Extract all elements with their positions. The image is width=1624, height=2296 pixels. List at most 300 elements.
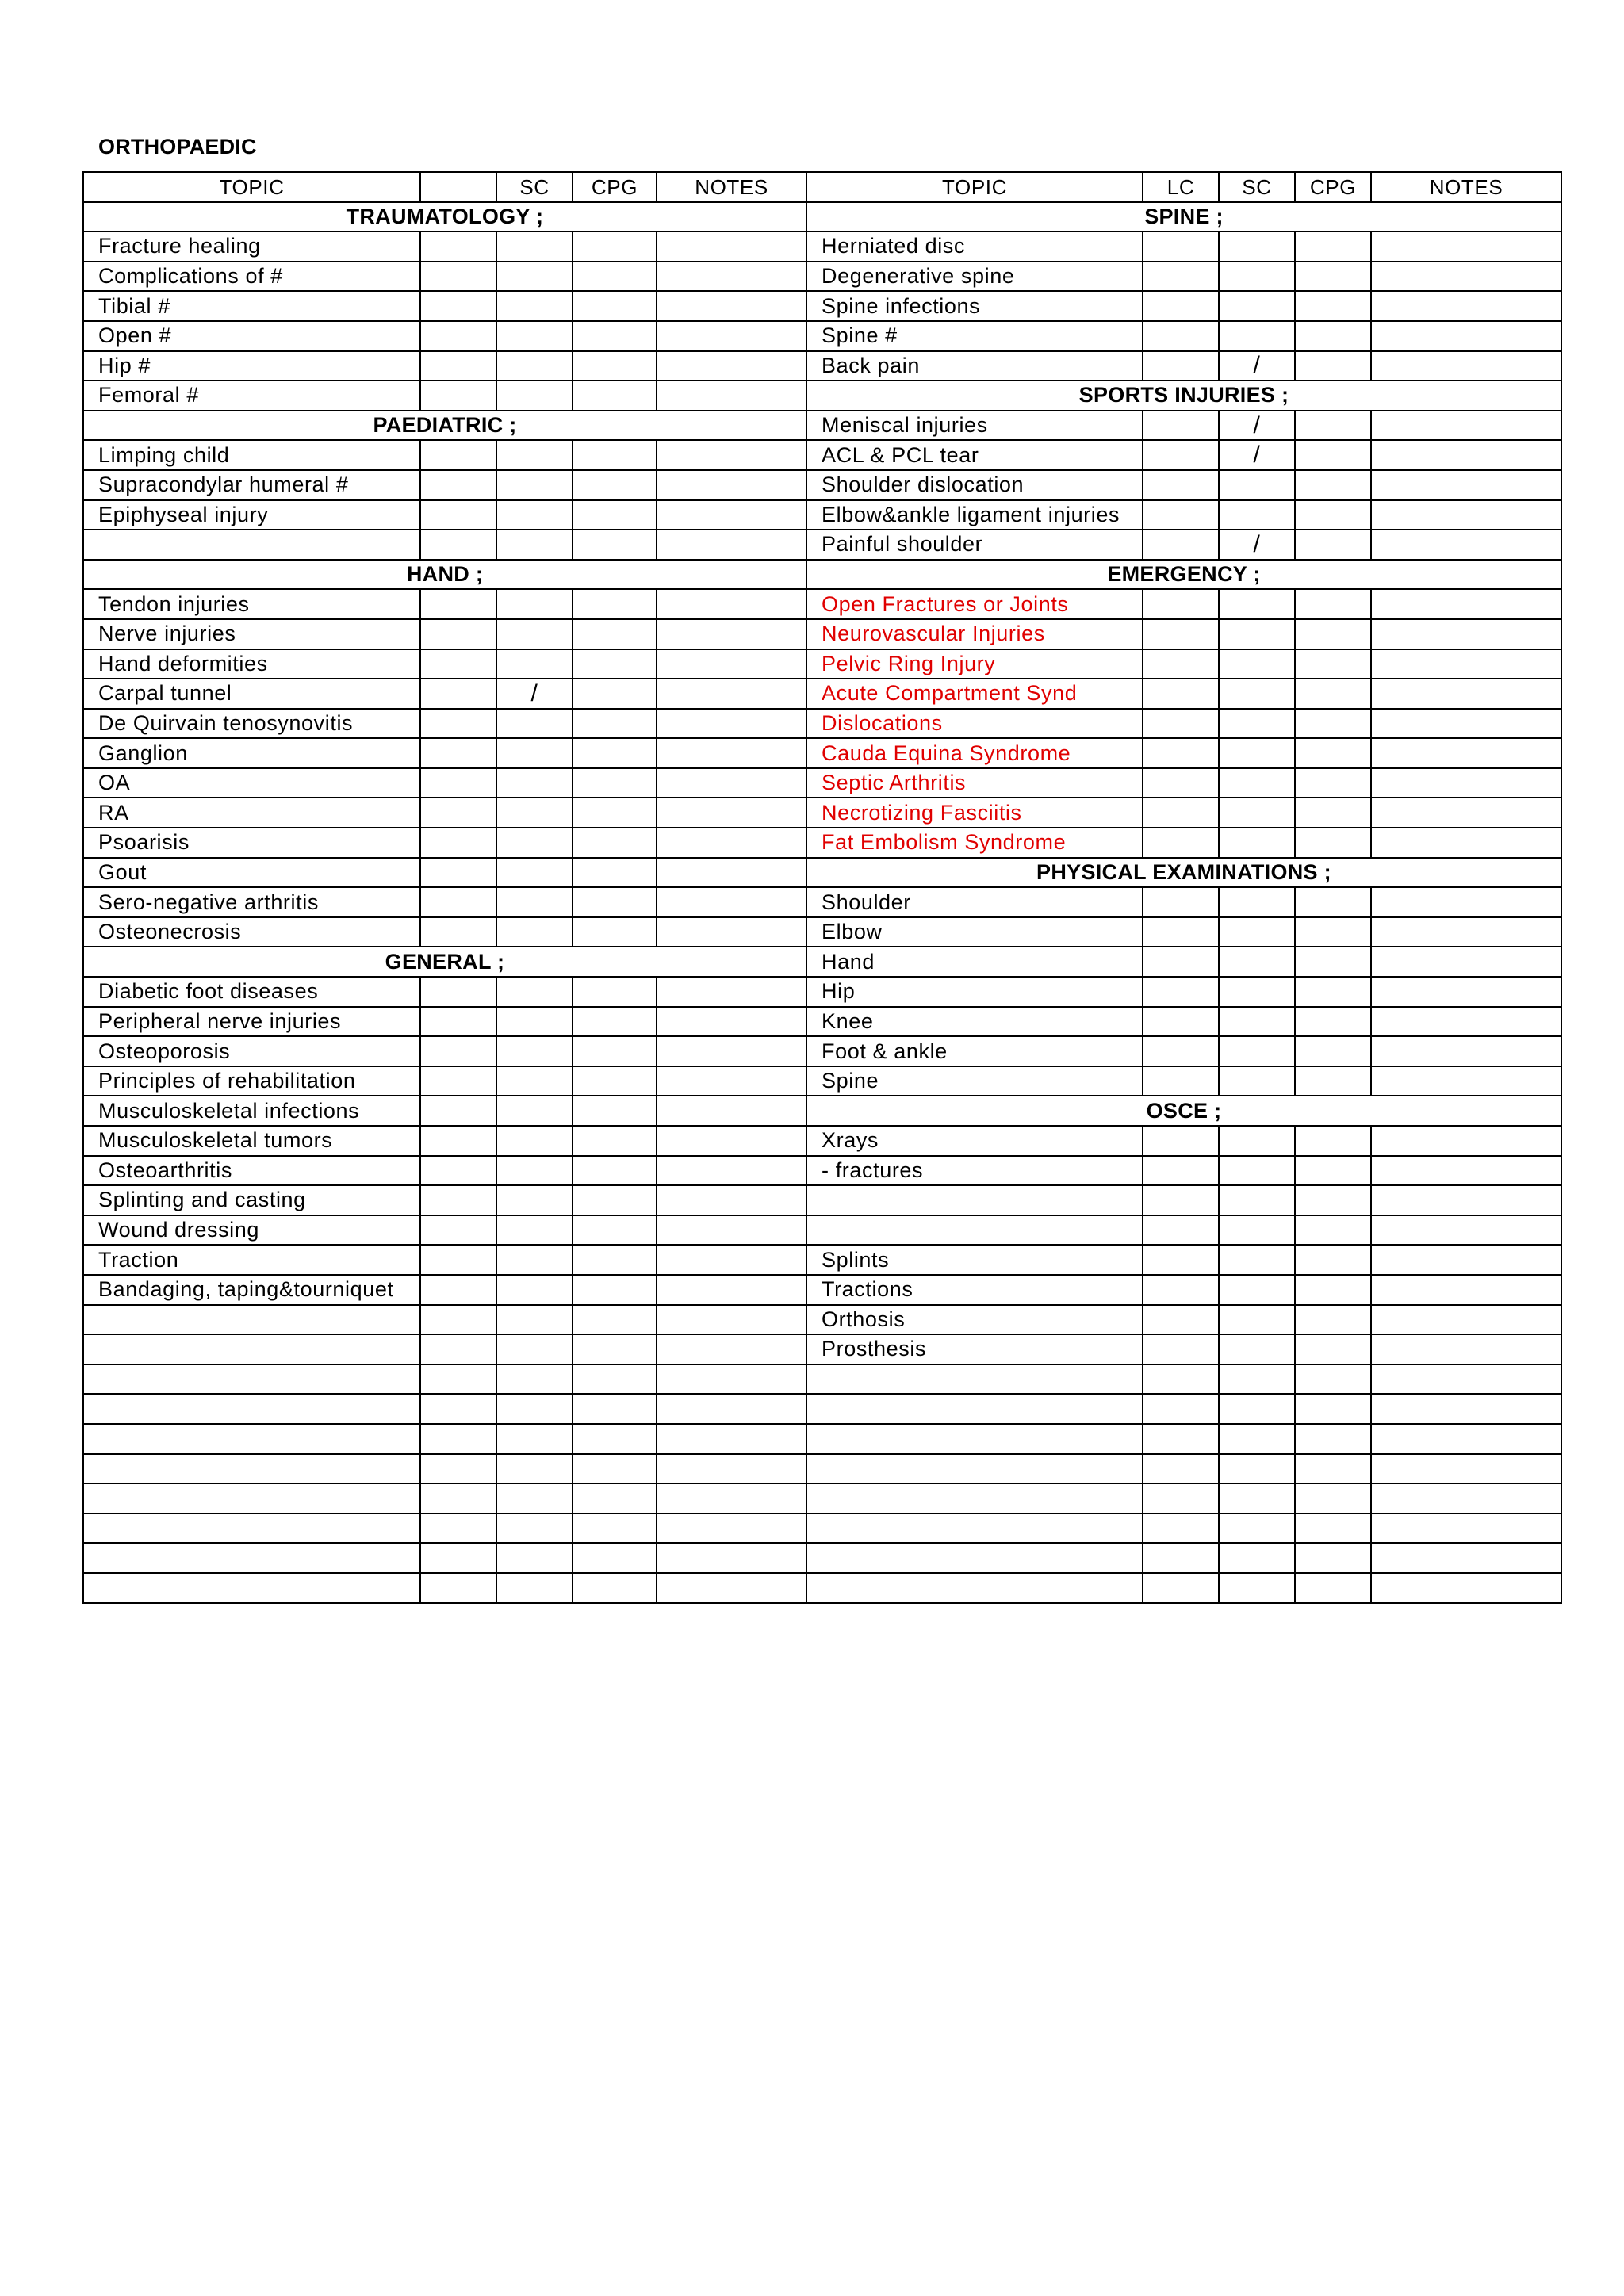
right-notes-cell xyxy=(1371,291,1561,321)
right-topic-cell: Prosthesis xyxy=(806,1334,1143,1364)
left-topic-cell: Nerve injuries xyxy=(83,619,420,649)
right-notes-cell xyxy=(1371,440,1561,470)
right-cpg-cell xyxy=(1295,887,1371,917)
right-notes-cell xyxy=(1371,1156,1561,1186)
right-lc-cell xyxy=(1143,1066,1219,1096)
right-notes-cell xyxy=(1371,947,1561,977)
left-sc-cell xyxy=(496,798,573,828)
left-blank-cell xyxy=(420,500,496,530)
left-blank-cell xyxy=(420,709,496,739)
left-notes-cell xyxy=(657,619,806,649)
left-sc-cell xyxy=(496,1036,573,1066)
left-topic-cell: Diabetic foot diseases xyxy=(83,977,420,1007)
left-notes-cell xyxy=(657,917,806,947)
right-cpg-cell xyxy=(1295,649,1371,679)
left-cpg-cell xyxy=(573,1543,657,1573)
right-notes-cell xyxy=(1371,1513,1561,1544)
right-cpg-cell xyxy=(1295,947,1371,977)
right-lc-cell xyxy=(1143,1394,1219,1424)
right-sc-cell xyxy=(1219,738,1295,768)
left-notes-cell xyxy=(657,351,806,381)
right-lc-cell xyxy=(1143,321,1219,351)
right-sc-cell xyxy=(1219,1364,1295,1395)
right-lc-cell xyxy=(1143,619,1219,649)
table-row xyxy=(83,768,1561,798)
table-row xyxy=(83,619,1561,649)
right-topic-cell: ACL & PCL tear xyxy=(806,440,1143,470)
table-row xyxy=(83,560,1561,590)
left-notes-cell xyxy=(657,1364,806,1395)
left-sc-cell xyxy=(496,1126,573,1156)
left-cpg-cell xyxy=(573,1066,657,1096)
left-sc-cell xyxy=(496,1364,573,1395)
left-notes-cell xyxy=(657,828,806,858)
left-cpg-cell xyxy=(573,1454,657,1484)
left-sc-cell xyxy=(496,917,573,947)
left-blank-cell xyxy=(420,649,496,679)
left-cpg-cell xyxy=(573,828,657,858)
left-sc-cell xyxy=(496,440,573,470)
right-lc-cell xyxy=(1143,589,1219,619)
table-row xyxy=(83,1573,1561,1603)
left-cpg-cell xyxy=(573,262,657,292)
table-row xyxy=(83,411,1561,441)
right-header-topic: TOPIC xyxy=(806,172,1143,202)
left-notes-cell xyxy=(657,1334,806,1364)
left-cpg-cell xyxy=(573,798,657,828)
left-cpg-cell xyxy=(573,351,657,381)
left-cpg-cell xyxy=(573,917,657,947)
left-notes-cell xyxy=(657,1454,806,1484)
right-topic-cell: Tractions xyxy=(806,1275,1143,1305)
left-notes-cell xyxy=(657,500,806,530)
right-notes-cell xyxy=(1371,1275,1561,1305)
right-cpg-cell xyxy=(1295,589,1371,619)
right-sc-cell xyxy=(1219,1573,1295,1603)
left-cpg-cell xyxy=(573,1513,657,1544)
right-topic-cell: Splints xyxy=(806,1245,1143,1275)
right-sc-cell: / xyxy=(1219,530,1295,560)
right-section-heading: EMERGENCY ; xyxy=(806,560,1561,590)
right-notes-cell xyxy=(1371,589,1561,619)
right-sc-cell xyxy=(1219,1454,1295,1484)
left-topic-cell: Carpal tunnel xyxy=(83,679,420,709)
left-blank-cell xyxy=(420,1424,496,1454)
left-sc-cell xyxy=(496,1245,573,1275)
left-notes-cell xyxy=(657,1185,806,1215)
left-notes-cell xyxy=(657,1275,806,1305)
left-sc-cell xyxy=(496,619,573,649)
right-sc-cell xyxy=(1219,1513,1295,1544)
left-notes-cell xyxy=(657,291,806,321)
right-cpg-cell xyxy=(1295,1126,1371,1156)
left-notes-cell xyxy=(657,1245,806,1275)
left-blank-cell xyxy=(420,917,496,947)
left-sc-cell xyxy=(496,768,573,798)
right-sc-cell xyxy=(1219,947,1295,977)
right-topic-cell: Dislocations xyxy=(806,709,1143,739)
right-lc-cell xyxy=(1143,709,1219,739)
right-lc-cell xyxy=(1143,1334,1219,1364)
right-sc-cell xyxy=(1219,768,1295,798)
left-blank-cell xyxy=(420,1364,496,1395)
table-row xyxy=(83,1126,1561,1156)
right-topic-cell: Neurovascular Injuries xyxy=(806,619,1143,649)
left-cpg-cell xyxy=(573,1305,657,1335)
left-header-blank xyxy=(420,172,496,202)
right-cpg-cell xyxy=(1295,1245,1371,1275)
right-cpg-cell xyxy=(1295,679,1371,709)
table-row xyxy=(83,1513,1561,1544)
left-cpg-cell xyxy=(573,738,657,768)
topic-checklist-table xyxy=(82,171,1562,1604)
left-topic-cell: Epiphyseal injury xyxy=(83,500,420,530)
right-cpg-cell xyxy=(1295,1275,1371,1305)
right-notes-cell xyxy=(1371,1305,1561,1335)
left-blank-cell xyxy=(420,440,496,470)
left-topic-cell xyxy=(83,1543,420,1573)
right-topic-cell: Fat Embolism Syndrome xyxy=(806,828,1143,858)
left-cpg-cell xyxy=(573,1245,657,1275)
right-sc-cell xyxy=(1219,1305,1295,1335)
left-notes-cell xyxy=(657,1215,806,1246)
right-notes-cell xyxy=(1371,1215,1561,1246)
right-cpg-cell xyxy=(1295,500,1371,530)
table-row xyxy=(83,500,1561,530)
left-sc-cell xyxy=(496,738,573,768)
right-notes-cell xyxy=(1371,679,1561,709)
left-topic-cell: Wound dressing xyxy=(83,1215,420,1246)
right-lc-cell xyxy=(1143,1245,1219,1275)
right-topic-cell: Spine infections xyxy=(806,291,1143,321)
left-sc-cell xyxy=(496,1096,573,1126)
right-notes-cell xyxy=(1371,351,1561,381)
left-blank-cell xyxy=(420,1573,496,1603)
right-lc-cell xyxy=(1143,738,1219,768)
left-topic-cell: Supracondylar humeral # xyxy=(83,470,420,500)
left-blank-cell xyxy=(420,1156,496,1186)
right-sc-cell: / xyxy=(1219,351,1295,381)
right-topic-cell: Painful shoulder xyxy=(806,530,1143,560)
right-lc-cell xyxy=(1143,679,1219,709)
right-lc-cell xyxy=(1143,440,1219,470)
right-topic-cell: Back pain xyxy=(806,351,1143,381)
right-notes-cell xyxy=(1371,1126,1561,1156)
left-cpg-cell xyxy=(573,1096,657,1126)
left-notes-cell xyxy=(657,1483,806,1513)
right-cpg-cell xyxy=(1295,1156,1371,1186)
header-row xyxy=(83,172,1561,202)
left-blank-cell xyxy=(420,589,496,619)
right-topic-cell xyxy=(806,1513,1143,1544)
right-sc-cell xyxy=(1219,1245,1295,1275)
right-header-lc: LC xyxy=(1143,172,1219,202)
right-sc-cell xyxy=(1219,1483,1295,1513)
right-notes-cell xyxy=(1371,887,1561,917)
right-sc-cell xyxy=(1219,887,1295,917)
left-notes-cell xyxy=(657,321,806,351)
table-row xyxy=(83,828,1561,858)
left-blank-cell xyxy=(420,1305,496,1335)
right-notes-cell xyxy=(1371,619,1561,649)
left-blank-cell xyxy=(420,1096,496,1126)
left-sc-cell xyxy=(496,1334,573,1364)
left-topic-cell: Osteoarthritis xyxy=(83,1156,420,1186)
left-notes-cell xyxy=(657,262,806,292)
table-row xyxy=(83,1185,1561,1215)
left-sc-cell xyxy=(496,1394,573,1424)
table-row xyxy=(83,202,1561,232)
table-row xyxy=(83,1305,1561,1335)
right-cpg-cell xyxy=(1295,1543,1371,1573)
right-notes-cell xyxy=(1371,411,1561,441)
right-notes-cell xyxy=(1371,1424,1561,1454)
left-topic-cell xyxy=(83,1305,420,1335)
right-section-heading: PHYSICAL EXAMINATIONS ; xyxy=(806,858,1561,888)
right-cpg-cell xyxy=(1295,1007,1371,1037)
left-notes-cell xyxy=(657,649,806,679)
table-row xyxy=(83,351,1561,381)
left-cpg-cell xyxy=(573,500,657,530)
left-notes-cell xyxy=(657,440,806,470)
right-topic-cell: Orthosis xyxy=(806,1305,1143,1335)
right-lc-cell xyxy=(1143,411,1219,441)
right-section-heading: OSCE ; xyxy=(806,1096,1561,1126)
left-topic-cell: Splinting and casting xyxy=(83,1185,420,1215)
left-notes-cell xyxy=(657,679,806,709)
left-notes-cell xyxy=(657,738,806,768)
left-blank-cell xyxy=(420,470,496,500)
left-cpg-cell xyxy=(573,768,657,798)
left-blank-cell xyxy=(420,738,496,768)
right-lc-cell xyxy=(1143,917,1219,947)
left-sc-cell xyxy=(496,470,573,500)
left-notes-cell xyxy=(657,530,806,560)
left-blank-cell xyxy=(420,351,496,381)
right-notes-cell xyxy=(1371,977,1561,1007)
left-sc-cell xyxy=(496,1275,573,1305)
right-topic-cell: Spine xyxy=(806,1066,1143,1096)
left-header-cpg: CPG xyxy=(573,172,657,202)
table-row xyxy=(83,649,1561,679)
right-sc-cell xyxy=(1219,589,1295,619)
left-topic-cell: Musculoskeletal infections xyxy=(83,1096,420,1126)
table-row xyxy=(83,1364,1561,1395)
left-section-heading: TRAUMATOLOGY ; xyxy=(83,202,806,232)
table-row xyxy=(83,947,1561,977)
right-notes-cell xyxy=(1371,768,1561,798)
left-notes-cell xyxy=(657,1543,806,1573)
right-cpg-cell xyxy=(1295,1305,1371,1335)
left-sc-cell xyxy=(496,1454,573,1484)
left-sc-cell xyxy=(496,589,573,619)
left-notes-cell xyxy=(657,1394,806,1424)
left-section-heading: PAEDIATRIC ; xyxy=(83,411,806,441)
left-cpg-cell xyxy=(573,470,657,500)
right-cpg-cell xyxy=(1295,1513,1371,1544)
table-row xyxy=(83,887,1561,917)
right-lc-cell xyxy=(1143,1454,1219,1484)
right-notes-cell xyxy=(1371,1394,1561,1424)
right-sc-cell xyxy=(1219,679,1295,709)
left-notes-cell xyxy=(657,1573,806,1603)
left-sc-cell xyxy=(496,1007,573,1037)
right-lc-cell xyxy=(1143,232,1219,262)
right-topic-cell: Xrays xyxy=(806,1126,1143,1156)
right-notes-cell xyxy=(1371,1185,1561,1215)
right-cpg-cell xyxy=(1295,1215,1371,1246)
left-notes-cell xyxy=(657,381,806,411)
left-blank-cell xyxy=(420,1543,496,1573)
left-sc-cell xyxy=(496,232,573,262)
left-cpg-cell xyxy=(573,1126,657,1156)
left-sc-cell xyxy=(496,1215,573,1246)
right-cpg-cell xyxy=(1295,1573,1371,1603)
right-lc-cell xyxy=(1143,768,1219,798)
left-topic-cell xyxy=(83,1334,420,1364)
table-row xyxy=(83,1096,1561,1126)
right-cpg-cell xyxy=(1295,411,1371,441)
right-cpg-cell xyxy=(1295,470,1371,500)
left-blank-cell xyxy=(420,1036,496,1066)
right-notes-cell xyxy=(1371,1066,1561,1096)
left-cpg-cell xyxy=(573,1185,657,1215)
left-blank-cell xyxy=(420,262,496,292)
left-cpg-cell xyxy=(573,679,657,709)
right-notes-cell xyxy=(1371,1245,1561,1275)
right-cpg-cell xyxy=(1295,530,1371,560)
left-notes-cell xyxy=(657,887,806,917)
left-topic-cell: Open # xyxy=(83,321,420,351)
left-notes-cell xyxy=(657,1513,806,1544)
left-sc-cell xyxy=(496,321,573,351)
left-topic-cell xyxy=(83,1364,420,1395)
left-cpg-cell xyxy=(573,1364,657,1395)
table-row xyxy=(83,798,1561,828)
right-notes-cell xyxy=(1371,1036,1561,1066)
right-lc-cell xyxy=(1143,798,1219,828)
left-cpg-cell xyxy=(573,321,657,351)
left-cpg-cell xyxy=(573,977,657,1007)
right-notes-cell xyxy=(1371,1007,1561,1037)
right-lc-cell xyxy=(1143,1483,1219,1513)
right-notes-cell xyxy=(1371,530,1561,560)
right-topic-cell: Knee xyxy=(806,1007,1143,1037)
right-cpg-cell xyxy=(1295,351,1371,381)
left-blank-cell xyxy=(420,1334,496,1364)
right-topic-cell: Pelvic Ring Injury xyxy=(806,649,1143,679)
left-notes-cell xyxy=(657,1007,806,1037)
left-blank-cell xyxy=(420,381,496,411)
right-notes-cell xyxy=(1371,709,1561,739)
right-notes-cell xyxy=(1371,1573,1561,1603)
left-topic-cell: Bandaging, taping&tourniquet xyxy=(83,1275,420,1305)
left-section-heading: GENERAL ; xyxy=(83,947,806,977)
right-lc-cell xyxy=(1143,1573,1219,1603)
left-blank-cell xyxy=(420,1215,496,1246)
right-cpg-cell xyxy=(1295,738,1371,768)
right-sc-cell xyxy=(1219,1126,1295,1156)
table-row xyxy=(83,1215,1561,1246)
table-row xyxy=(83,321,1561,351)
left-blank-cell xyxy=(420,321,496,351)
right-topic-cell xyxy=(806,1185,1143,1215)
left-notes-cell xyxy=(657,798,806,828)
right-sc-cell xyxy=(1219,291,1295,321)
left-cpg-cell xyxy=(573,1156,657,1186)
left-topic-cell xyxy=(83,530,420,560)
right-cpg-cell xyxy=(1295,828,1371,858)
table-row xyxy=(83,1424,1561,1454)
left-blank-cell xyxy=(420,530,496,560)
right-lc-cell xyxy=(1143,1543,1219,1573)
right-cpg-cell xyxy=(1295,1334,1371,1364)
left-header-sc: SC xyxy=(496,172,573,202)
left-blank-cell xyxy=(420,798,496,828)
right-cpg-cell xyxy=(1295,768,1371,798)
left-blank-cell xyxy=(420,1066,496,1096)
right-header-notes: NOTES xyxy=(1371,172,1561,202)
right-topic-cell: Hand xyxy=(806,947,1143,977)
left-notes-cell xyxy=(657,1156,806,1186)
left-cpg-cell xyxy=(573,232,657,262)
right-topic-cell: Necrotizing Fasciitis xyxy=(806,798,1143,828)
right-cpg-cell xyxy=(1295,1364,1371,1395)
table-row xyxy=(83,1036,1561,1066)
left-cpg-cell xyxy=(573,1573,657,1603)
right-sc-cell xyxy=(1219,649,1295,679)
left-sc-cell xyxy=(496,1483,573,1513)
table-row xyxy=(83,1543,1561,1573)
left-sc-cell xyxy=(496,977,573,1007)
left-cpg-cell xyxy=(573,619,657,649)
left-sc-cell xyxy=(496,1543,573,1573)
right-topic-cell: Degenerative spine xyxy=(806,262,1143,292)
right-lc-cell xyxy=(1143,1156,1219,1186)
left-topic-cell xyxy=(83,1454,420,1484)
left-notes-cell xyxy=(657,858,806,888)
right-notes-cell xyxy=(1371,828,1561,858)
left-blank-cell xyxy=(420,1394,496,1424)
right-sc-cell xyxy=(1219,1185,1295,1215)
left-blank-cell xyxy=(420,1483,496,1513)
right-topic-cell: Herniated disc xyxy=(806,232,1143,262)
left-topic-cell: Complications of # xyxy=(83,262,420,292)
left-topic-cell: Sero-negative arthritis xyxy=(83,887,420,917)
right-topic-cell xyxy=(806,1215,1143,1246)
left-cpg-cell xyxy=(573,709,657,739)
left-sc-cell xyxy=(496,1066,573,1096)
left-topic-cell: Limping child xyxy=(83,440,420,470)
left-cpg-cell xyxy=(573,1215,657,1246)
left-cpg-cell xyxy=(573,530,657,560)
right-notes-cell xyxy=(1371,649,1561,679)
left-sc-cell xyxy=(496,858,573,888)
left-blank-cell xyxy=(420,828,496,858)
page-title: ORTHOPAEDIC xyxy=(98,135,257,159)
table-row xyxy=(83,738,1561,768)
right-cpg-cell xyxy=(1295,1185,1371,1215)
left-topic-cell: Tendon injuries xyxy=(83,589,420,619)
right-topic-cell: Elbow&ankle ligament injuries xyxy=(806,500,1143,530)
right-cpg-cell xyxy=(1295,291,1371,321)
table-row xyxy=(83,470,1561,500)
right-sc-cell xyxy=(1219,321,1295,351)
left-topic-cell: RA xyxy=(83,798,420,828)
right-cpg-cell xyxy=(1295,977,1371,1007)
left-sc-cell xyxy=(496,887,573,917)
left-sc-cell xyxy=(496,649,573,679)
